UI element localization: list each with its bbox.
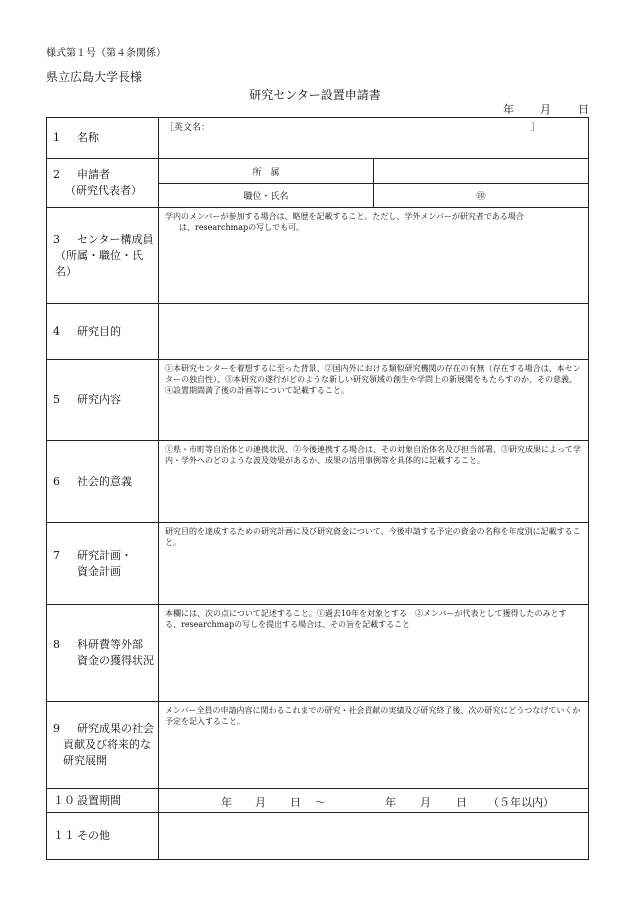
kakenhi-note: 本欄には、次の点について記述すること。①過去10年を対象とする ②メンバーが代表として獲得したのみとする、researchmapの写しを提出する場合は、その旨を記載すること (165, 609, 567, 629)
period-field[interactable] (159, 789, 589, 813)
label-period (47, 789, 159, 813)
social-note: ①県・市町等自治体との連携状況、②今後連携する場合は、その対象自治体名及び担当部署、③研究成果によって学内・学外へのどのような波及効果があるか、成果の活用事例等を具体的に記載すること。 (165, 445, 581, 465)
application-form-table (46, 117, 589, 860)
label-plan (47, 523, 159, 605)
row-label: その他 (77, 829, 110, 842)
period-end-year: 年 (385, 796, 396, 809)
row-label: 研究目的 (77, 324, 121, 338)
label-other (47, 813, 159, 860)
affiliation-label: 所 属 (159, 159, 374, 184)
row-content (47, 360, 589, 441)
label-purpose (47, 304, 159, 360)
date-month: 月 (540, 103, 551, 116)
row-label: 研究計画・ (77, 548, 132, 562)
period-tilde: ～ (315, 796, 326, 809)
row-number: １１ (53, 829, 75, 842)
members-field[interactable] (159, 208, 589, 304)
row-label-2: （研究代表者） (65, 184, 142, 197)
position-name-field[interactable] (374, 184, 589, 208)
row-number: 6 (53, 474, 60, 488)
row-label: 研究内容 (77, 393, 121, 406)
affiliation-field[interactable] (374, 159, 589, 184)
social-field[interactable] (159, 441, 589, 523)
row-members (47, 208, 589, 304)
position-name-label: 職位・氏名 (159, 184, 374, 208)
row-label-2: 資金の獲得状況 (77, 654, 154, 667)
row-social (47, 441, 589, 523)
row-label: センター構成員 (77, 232, 154, 246)
row-number: 3 (53, 232, 60, 246)
date-day: 日 (578, 103, 589, 116)
english-name-prefix: ［英文名： (165, 123, 211, 133)
row-kakenhi (47, 605, 589, 702)
row-label-2: （所属・職位・氏名） (55, 248, 143, 278)
period-end-month: 月 (420, 796, 431, 809)
name-field[interactable] (159, 118, 589, 159)
row-purpose (47, 304, 589, 360)
row-label-2: 資金計画 (77, 564, 121, 578)
document-title: 研究センター設置申請書 (249, 88, 381, 102)
row-label: 研究成果の社会 (77, 722, 154, 735)
outcomes-field[interactable] (159, 702, 589, 789)
row-number: 5 (53, 393, 60, 406)
kakenhi-field[interactable] (159, 605, 589, 702)
row-other (47, 813, 589, 860)
row-name (47, 118, 589, 159)
purpose-field[interactable] (159, 304, 589, 360)
english-name-suffix: ］ (531, 123, 541, 133)
row-label-3: 研究展開 (63, 754, 107, 767)
row-number: 8 (53, 638, 60, 651)
seal-mark: ㊞ (476, 192, 486, 202)
row-label: 設置期間 (77, 793, 121, 807)
row-number: 4 (53, 324, 60, 338)
addressee: 県立広島大学長様 (46, 70, 143, 84)
label-social (47, 441, 159, 523)
content-note: ①本研究センターを着想するに至った背景、②国内外における類似研究機関の存在の有無（存在する場合は、本センターの独自性）、③本研究の遂行がどのような新しい研究領域の創生や学問上の新展開をもたらすのか、その意義、④設置期間満了後の計画等について記載すること。 (165, 364, 581, 395)
members-note: 学内のメンバーが参加する場合は、略歴を記載すること。ただし、学外メンバーが研究者である場合 (165, 212, 524, 221)
row-label-2: 貢献及び将来的な (63, 738, 151, 751)
date-year: 年 (503, 103, 514, 116)
outcomes-note: メンバー全員の申請内容に関わるこれまでの研究・社会貢献の実績及び研究終了後、次の研究にどうつなげていくか予定を記入すること。 (165, 706, 581, 726)
form-number: 様式第１号（第４条関係） (46, 48, 166, 59)
label-applicant (47, 159, 159, 208)
row-number: 2 (53, 168, 60, 181)
row-outcomes (47, 702, 589, 789)
row-number: 7 (53, 548, 60, 562)
period-start-year: 年 (221, 796, 232, 809)
plan-field[interactable] (159, 523, 589, 605)
row-number: １０ (53, 793, 75, 807)
period-limit: （５年以内） (488, 796, 554, 809)
row-label: 申請者 (77, 168, 110, 181)
row-label: 社会的意義 (77, 474, 132, 488)
period-start-day: 日 (290, 796, 301, 809)
period-start-month: 月 (255, 796, 266, 809)
row-number: 1 (53, 131, 60, 144)
other-field[interactable] (159, 813, 589, 860)
members-note-2: は、researchmapの写しでも可。 (179, 223, 305, 232)
plan-note: 研究目的を達成するための研究計画に及び研究資金について、今後申請する予定の資金の名称を年度別に記載すること。 (165, 527, 581, 547)
label-name (47, 118, 159, 159)
label-members (47, 208, 159, 304)
content-field[interactable] (159, 360, 589, 441)
label-kakenhi (47, 605, 159, 702)
row-period (47, 789, 589, 813)
label-content (47, 360, 159, 441)
row-applicant-affiliation (47, 159, 589, 184)
row-plan (47, 523, 589, 605)
row-label: 名称 (77, 131, 99, 144)
period-end-day: 日 (456, 796, 467, 809)
row-number: 9 (53, 722, 60, 735)
label-outcomes (47, 702, 159, 789)
row-label: 科研費等外部 (77, 638, 143, 651)
